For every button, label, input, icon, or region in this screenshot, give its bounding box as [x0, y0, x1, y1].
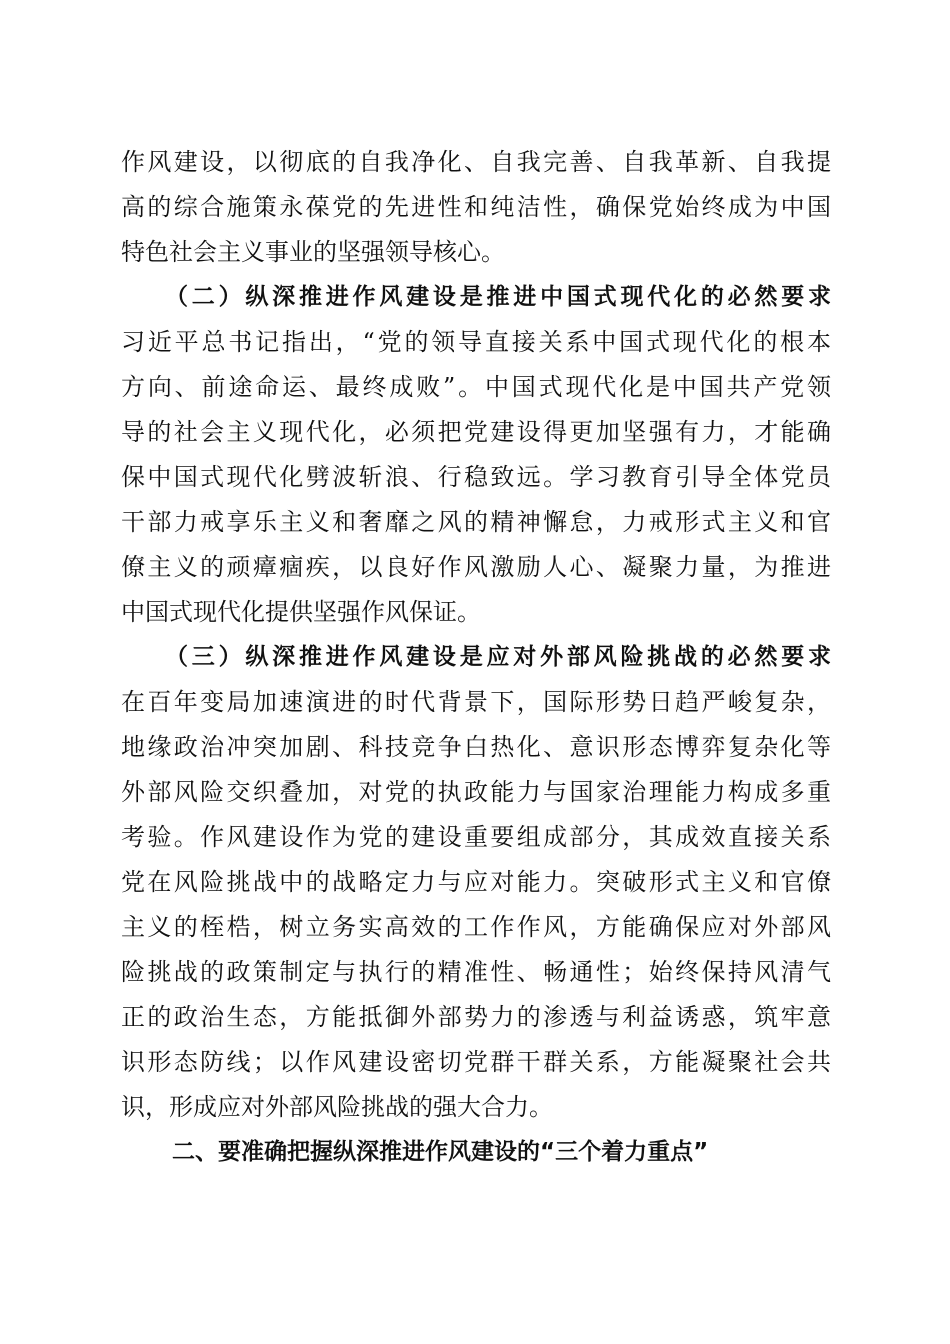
section-heading-2: 二、要准确把握纵深推进作风建设的“三个着力重点”: [172, 1139, 709, 1165]
section-2-line-4: 保中国式现代化劈波斩浪、行稳致远。学习教育引导全体党员: [121, 463, 831, 491]
section-3-line-5: 党在风险挑战中的战略定力与应对能力。突破形式主义和官僚: [121, 868, 831, 896]
section-2-line-2: 方向、前途命运、最终成败”。中国式现代化是中国共产党领: [121, 373, 831, 401]
section-3-subheading: （三）纵深推进作风建设是应对外部风险挑战的必然要求: [165, 644, 831, 670]
section-3-line-4: 考验。作风建设作为党的建设重要组成部分，其成效直接关系: [121, 823, 831, 851]
paragraph-1-line-3: 特色社会主义事业的坚强领导核心。: [121, 238, 505, 266]
section-2-line-5: 干部力戒享乐主义和奢靡之风的精神懈怠，力戒形式主义和官: [121, 508, 831, 536]
section-3-line-1: 在百年变局加速演进的时代背景下，国际形势日趋严峻复杂，: [121, 688, 831, 716]
paragraph-1-line-2: 高的综合施策永葆党的先进性和纯洁性，确保党始终成为中国: [121, 193, 831, 221]
section-3-line-2: 地缘政治冲突加剧、科技竞争白热化、意识形态博弈复杂化等: [121, 733, 831, 761]
section-3-line-7: 险挑战的政策制定与执行的精准性、畅通性；始终保持风清气: [121, 958, 831, 986]
section-2-line-1: 习近平总书记指出，“党的领导直接关系中国式现代化的根本: [121, 328, 831, 356]
section-3-line-10: 识，形成应对外部风险挑战的强大合力。: [121, 1093, 553, 1121]
section-2-line-6: 僚主义的顽瘴痼疾，以良好作风激励人心、凝聚力量，为推进: [121, 553, 831, 581]
section-2-subheading: （二）纵深推进作风建设是推进中国式现代化的必然要求: [165, 284, 831, 310]
section-3-line-3: 外部风险交织叠加，对党的执政能力与国家治理能力构成多重: [121, 778, 831, 806]
section-2-line-3: 导的社会主义现代化，必须把党建设得更加坚强有力，才能确: [121, 418, 831, 446]
paragraph-1-line-1: 作风建设，以彻底的自我净化、自我完善、自我革新、自我提: [121, 148, 831, 176]
section-3-line-6: 主义的桎梏，树立务实高效的工作作风，方能确保应对外部风: [121, 913, 831, 941]
section-3-line-9: 识形态防线；以作风建设密切党群干群关系，方能凝聚社会共: [121, 1048, 831, 1076]
section-3-line-8: 正的政治生态，方能抵御外部势力的渗透与利益诱惑，筑牢意: [121, 1003, 831, 1031]
section-2-line-7: 中国式现代化提供坚强作风保证。: [121, 598, 481, 626]
